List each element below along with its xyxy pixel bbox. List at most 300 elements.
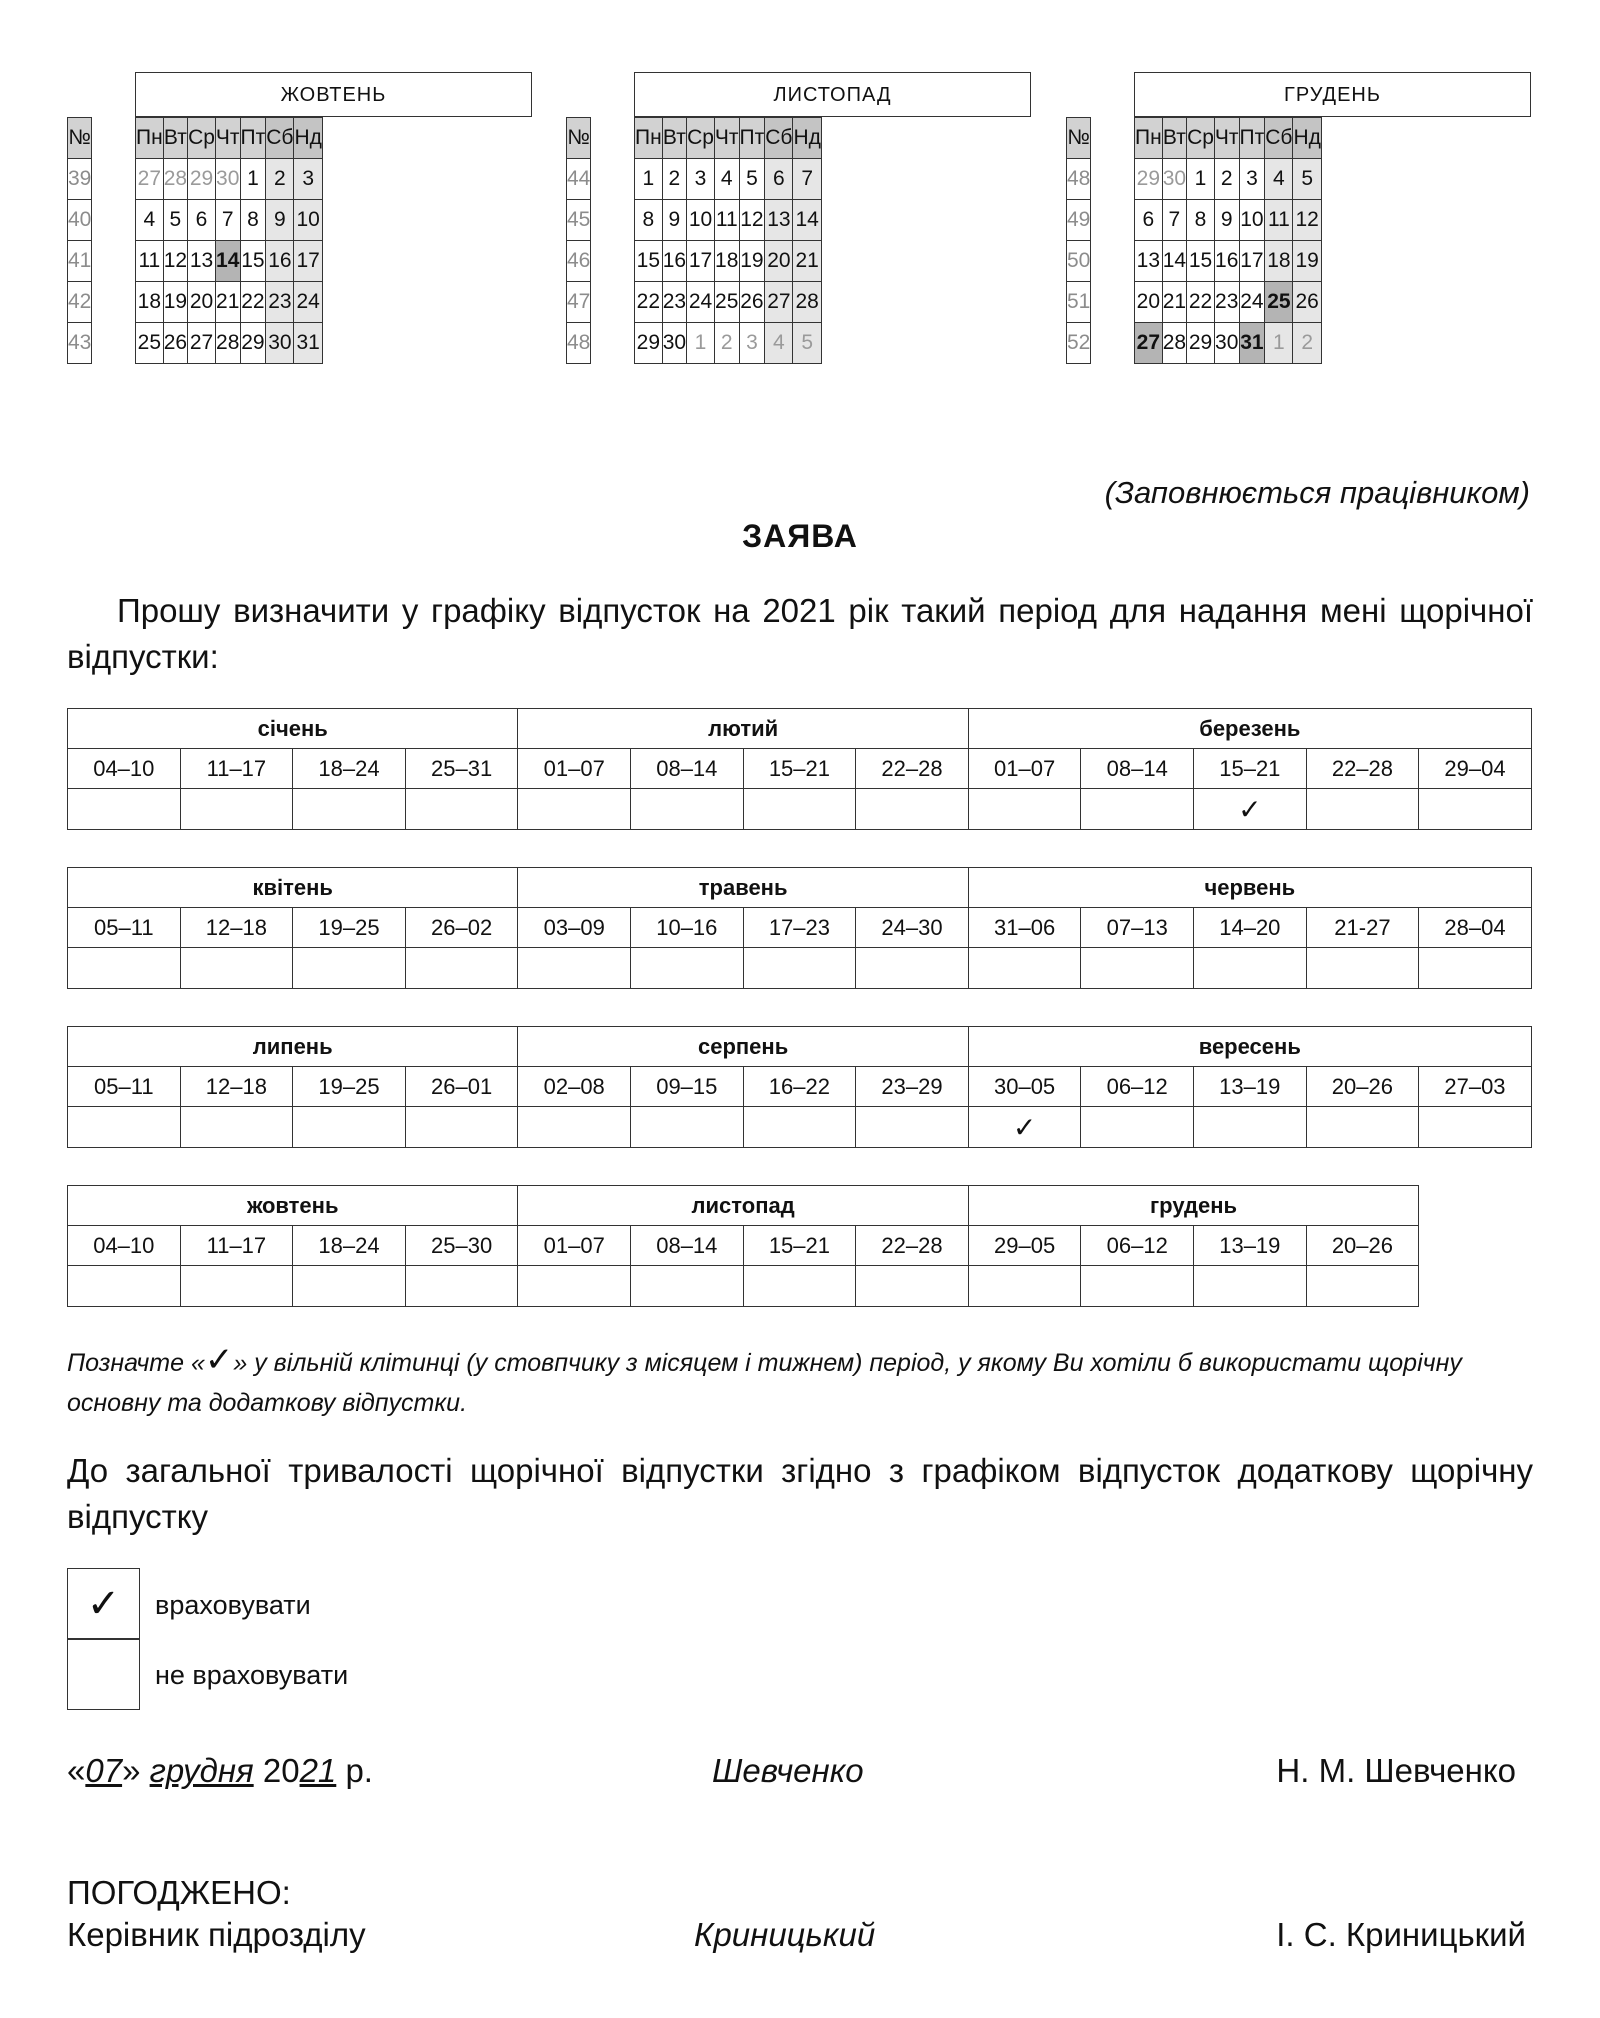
schedule-month-header: червень	[968, 868, 1531, 908]
calendar-day: 19	[739, 241, 765, 282]
schedule-week-range: 20–26	[1306, 1067, 1419, 1107]
week-number: 40	[68, 200, 92, 241]
calendar-day: 28	[1162, 323, 1186, 364]
calendar-day: 29	[240, 323, 266, 364]
calendar-day: 6	[188, 200, 216, 241]
schedule-check-cell[interactable]	[968, 789, 1081, 830]
calendar-day: 23	[1214, 282, 1239, 323]
schedule-week-range: 04–10	[68, 1226, 181, 1266]
calendar-day: 25	[136, 323, 164, 364]
week-number: 51	[1067, 282, 1091, 323]
calendar-day: 29	[635, 323, 663, 364]
schedule-week-range: 22–28	[856, 1226, 969, 1266]
date-year-prefix: 20	[262, 1752, 300, 1789]
schedule-check-cell[interactable]	[518, 1266, 631, 1307]
calendar-day: 22	[635, 282, 663, 323]
schedule-week-range: 05–11	[68, 1067, 181, 1107]
calendar-day: 23	[662, 282, 686, 323]
calendar-day: 5	[793, 323, 821, 364]
schedule-week-range: 30–05	[968, 1067, 1081, 1107]
schedule-week-range: 16–22	[743, 1067, 856, 1107]
schedule-check-cell[interactable]	[1081, 1266, 1194, 1307]
schedule-check-cell[interactable]	[68, 948, 181, 989]
option-checkbox-include[interactable]	[67, 1568, 140, 1640]
schedule-week-range: 19–25	[293, 908, 406, 948]
schedule-check-cell[interactable]	[68, 1107, 181, 1148]
calendar-day: 30	[662, 323, 686, 364]
schedule-week-range: 09–15	[631, 1067, 744, 1107]
calendar-day: 26	[1293, 282, 1321, 323]
calendar-day: 20	[1135, 282, 1163, 323]
calendar-day: 13	[1135, 241, 1163, 282]
calendar-day: 21	[793, 241, 821, 282]
schedule-check-cell[interactable]	[1419, 789, 1532, 830]
weekday-header: Чт	[1214, 118, 1239, 159]
calendar-day: 11	[136, 241, 164, 282]
schedule-week-range: 28–04	[1419, 908, 1532, 948]
calendar-day: 7	[215, 200, 240, 241]
schedule-grid-q3	[67, 1026, 1532, 1148]
weekday-header: Ср	[1187, 118, 1215, 159]
calendar-month-title: ЖОВТЕНЬ	[135, 72, 532, 117]
week-number: 42	[68, 282, 92, 323]
schedule-month-header: серпень	[518, 1027, 968, 1067]
schedule-check-cell[interactable]	[631, 789, 744, 830]
week-number: 50	[1067, 241, 1091, 282]
calendar-day: 30	[1162, 159, 1186, 200]
week-number-header: №	[567, 118, 591, 159]
weekday-header: Пт	[1239, 118, 1265, 159]
calendar-day: 22	[240, 282, 266, 323]
schedule-check-cell[interactable]	[1419, 948, 1532, 989]
check-mark-icon: ✓	[86, 1582, 121, 1626]
employee-signature: Шевченко	[712, 1752, 864, 1789]
calendar-day: 6	[765, 159, 793, 200]
schedule-grid-q2	[67, 867, 1532, 989]
calendar-day: 20	[765, 241, 793, 282]
calendar-day: 29	[1135, 159, 1163, 200]
approver-signature: Криницький	[694, 1916, 876, 1953]
hint-text-after: » у вільній клітинці (у стовпчику з місяцем і тижнем) період, у якому Ви хотіли б використати щорічну основну та додаткову відпустки.	[67, 1349, 1462, 1417]
schedule-month-header: травень	[518, 868, 968, 908]
week-number: 46	[567, 241, 591, 282]
schedule-week-range: 22–28	[1306, 749, 1419, 789]
schedule-month-header: березень	[968, 709, 1531, 749]
schedule-check-cell[interactable]	[1194, 789, 1307, 830]
calendar-day: 2	[266, 159, 294, 200]
calendar-day: 3	[739, 323, 765, 364]
calendar-day: 5	[1293, 159, 1321, 200]
schedule-check-cell[interactable]	[1193, 1107, 1306, 1148]
calendar-day: 10	[687, 200, 715, 241]
calendar-day: 8	[1187, 200, 1215, 241]
check-mark-icon: ✓	[1012, 1111, 1037, 1143]
weekday-header: Пн	[1135, 118, 1163, 159]
weekday-header: Пн	[136, 118, 164, 159]
schedule-week-range: 01–07	[968, 749, 1081, 789]
week-number-header: №	[68, 118, 92, 159]
date-year-mark: р.	[345, 1752, 373, 1789]
calendar-day: 10	[294, 200, 322, 241]
calendar-day: 27	[188, 323, 216, 364]
schedule-check-cell[interactable]	[631, 1266, 744, 1307]
calendar-day: 24	[1239, 282, 1265, 323]
schedule-week-range: 21-27	[1306, 908, 1419, 948]
week-number: 43	[68, 323, 92, 364]
schedule-check-cell[interactable]	[1419, 1107, 1532, 1148]
date-month: грудня	[149, 1752, 254, 1789]
calendar-day: 9	[1214, 200, 1239, 241]
calendar-day: 5	[739, 159, 765, 200]
calendar-day: 4	[765, 323, 793, 364]
calendar-day: 18	[136, 282, 164, 323]
calendar-day: 29	[1187, 323, 1215, 364]
calendar-day: 7	[793, 159, 821, 200]
schedule-week-range: 26–02	[405, 908, 518, 948]
schedule-week-range: 23–29	[856, 1067, 969, 1107]
weekday-header: Ср	[188, 118, 216, 159]
schedule-check-cell[interactable]	[1081, 789, 1194, 830]
calendar-day: 13	[188, 241, 216, 282]
check-mark-icon: ✓	[1238, 793, 1262, 825]
schedule-check-cell[interactable]	[518, 1107, 631, 1148]
calendar-day: 30	[215, 159, 240, 200]
quote-open: «	[67, 1752, 86, 1789]
calendar-day: 7	[1162, 200, 1186, 241]
calendar-day: 14	[793, 200, 821, 241]
calendar-days-grid	[634, 117, 822, 364]
schedule-week-range: 26–01	[405, 1067, 518, 1107]
schedule-week-range: 29–05	[968, 1226, 1081, 1266]
schedule-week-range: 10–16	[631, 908, 744, 948]
schedule-week-range: 25–30	[405, 1226, 518, 1266]
calendar-day: 16	[662, 241, 686, 282]
approver-position: Керівник підрозділу	[67, 1916, 366, 1953]
calendar-day: 12	[163, 241, 187, 282]
calendar-day: 5	[163, 200, 187, 241]
weekday-header: Вт	[1162, 118, 1186, 159]
schedule-check-cell[interactable]	[631, 1107, 744, 1148]
schedule-grid-q1	[67, 708, 1532, 830]
schedule-week-range: 13–19	[1194, 1226, 1307, 1266]
calendar-day: 15	[1187, 241, 1215, 282]
week-number: 48	[1067, 159, 1091, 200]
schedule-week-range: 12–18	[180, 908, 293, 948]
schedule-week-range: 29–04	[1419, 749, 1532, 789]
calendar-day: 26	[163, 323, 187, 364]
calendar-day: 1	[1265, 323, 1293, 364]
calendar-day: 25	[714, 282, 739, 323]
weekday-header: Чт	[714, 118, 739, 159]
schedule-week-range: 15–21	[1194, 749, 1307, 789]
schedule-check-cell[interactable]	[293, 948, 406, 989]
schedule-week-range: 08–14	[631, 749, 744, 789]
schedule-check-cell[interactable]	[68, 1266, 181, 1307]
calendar-day: 3	[294, 159, 322, 200]
week-number: 48	[567, 323, 591, 364]
schedule-grid-q4	[67, 1185, 1419, 1307]
calendar-day: 15	[635, 241, 663, 282]
date-day: 07	[85, 1752, 123, 1789]
schedule-week-range: 15–21	[743, 749, 856, 789]
calendar-day: 4	[1265, 159, 1293, 200]
calendar-days-grid	[1134, 117, 1322, 364]
calendar-day: 2	[714, 323, 739, 364]
calendar-day: 24	[294, 282, 322, 323]
calendar-day: 17	[1239, 241, 1265, 282]
schedule-week-range: 01–07	[518, 1226, 631, 1266]
schedule-check-cell[interactable]	[743, 948, 856, 989]
schedule-week-range: 11–17	[180, 1226, 293, 1266]
schedule-week-range: 05–11	[68, 908, 181, 948]
schedule-check-cell[interactable]	[405, 1107, 518, 1148]
calendar-day: 28	[793, 282, 821, 323]
schedule-check-cell[interactable]	[1194, 948, 1307, 989]
week-number: 45	[567, 200, 591, 241]
document-title: ЗАЯВА	[742, 518, 858, 554]
schedule-check-cell[interactable]	[1306, 789, 1419, 830]
calendar-day: 28	[163, 159, 187, 200]
week-number-header: №	[1067, 118, 1091, 159]
option-label-include: враховувати	[155, 1590, 311, 1620]
schedule-week-range: 07–13	[1081, 908, 1194, 948]
week-number: 39	[68, 159, 92, 200]
schedule-check-cell[interactable]	[631, 948, 744, 989]
schedule-check-cell[interactable]	[293, 1107, 406, 1148]
schedule-check-cell[interactable]	[518, 789, 631, 830]
schedule-week-range: 27–03	[1419, 1067, 1532, 1107]
schedule-month-header: липень	[68, 1027, 518, 1067]
week-number-column	[566, 117, 591, 364]
schedule-month-header: січень	[68, 709, 518, 749]
calendar-day: 28	[215, 323, 240, 364]
schedule-check-cell[interactable]	[856, 1266, 969, 1307]
schedule-week-range: 03–09	[518, 908, 631, 948]
calendar-days-grid	[135, 117, 323, 364]
schedule-check-cell[interactable]	[68, 789, 181, 830]
schedule-week-range: 18–24	[293, 749, 406, 789]
weekday-header: Вт	[662, 118, 686, 159]
schedule-check-cell[interactable]	[405, 789, 518, 830]
schedule-check-cell[interactable]	[968, 1107, 1081, 1148]
schedule-week-range: 31–06	[968, 908, 1081, 948]
option-checkbox-exclude[interactable]	[67, 1638, 140, 1710]
calendar-day: 1	[240, 159, 266, 200]
schedule-month-header: листопад	[518, 1186, 968, 1226]
calendar-day: 3	[687, 159, 715, 200]
calendar-day: 6	[1135, 200, 1163, 241]
calendar-month-title: ГРУДЕНЬ	[1134, 72, 1531, 117]
schedule-check-cell[interactable]	[1194, 1266, 1307, 1307]
schedule-check-cell[interactable]	[293, 1266, 406, 1307]
weekday-header: Вт	[163, 118, 187, 159]
schedule-week-range: 12–18	[180, 1067, 293, 1107]
weekday-header: Сб	[1265, 118, 1293, 159]
schedule-week-range: 15–21	[743, 1226, 856, 1266]
calendar-day: 19	[163, 282, 187, 323]
weekday-header: Чт	[215, 118, 240, 159]
calendar-day: 21	[1162, 282, 1186, 323]
calendar-day: 4	[136, 200, 164, 241]
schedule-week-range: 01–07	[518, 749, 631, 789]
quote-close: »	[122, 1752, 141, 1789]
schedule-week-range: 13–19	[1193, 1067, 1306, 1107]
schedule-check-cell[interactable]	[293, 789, 406, 830]
calendar-day: 31	[1239, 323, 1265, 364]
schedule-week-range: 18–24	[293, 1226, 406, 1266]
calendar-day: 18	[1265, 241, 1293, 282]
calendar-day: 31	[294, 323, 322, 364]
calendar-day: 8	[240, 200, 266, 241]
schedule-month-header: вересень	[968, 1027, 1531, 1067]
schedule-week-range: 06–12	[1081, 1226, 1194, 1266]
filled-by-employee-note: (Заповнюється працівником)	[1104, 475, 1530, 510]
schedule-check-cell[interactable]	[968, 1266, 1081, 1307]
weekday-header: Пт	[240, 118, 266, 159]
approval-label: ПОГОДЖЕНО:	[67, 1874, 291, 1911]
week-number-column	[67, 117, 92, 364]
calendar-day: 9	[662, 200, 686, 241]
weekday-header: Сб	[765, 118, 793, 159]
calendar-day: 21	[215, 282, 240, 323]
calendar-day: 17	[294, 241, 322, 282]
schedule-week-range: 17–23	[743, 908, 856, 948]
week-number-column	[1066, 117, 1091, 364]
schedule-check-cell[interactable]	[518, 948, 631, 989]
calendar-day: 4	[714, 159, 739, 200]
schedule-check-cell[interactable]	[405, 1266, 518, 1307]
schedule-check-cell[interactable]	[180, 948, 293, 989]
calendar-day: 9	[266, 200, 294, 241]
application-date	[67, 1752, 373, 1790]
week-number: 52	[1067, 323, 1091, 364]
calendar-day: 14	[215, 241, 240, 282]
schedule-week-range: 04–10	[68, 749, 181, 789]
schedule-week-range: 02–08	[518, 1067, 631, 1107]
schedule-check-cell[interactable]	[180, 1107, 293, 1148]
option-label-exclude: не враховувати	[155, 1660, 349, 1690]
calendar-day: 14	[1162, 241, 1186, 282]
schedule-check-cell[interactable]	[1081, 948, 1194, 989]
calendar-day: 23	[266, 282, 294, 323]
schedule-week-range: 22–28	[856, 749, 969, 789]
calendar-day: 16	[266, 241, 294, 282]
calendar-day: 3	[1239, 159, 1265, 200]
calendar-day: 2	[1214, 159, 1239, 200]
calendar-day: 11	[1265, 200, 1293, 241]
weekday-header: Нд	[1293, 118, 1321, 159]
calendar-day: 30	[266, 323, 294, 364]
calendar-day: 25	[1265, 282, 1293, 323]
calendar-day: 1	[687, 323, 715, 364]
schedule-check-cell[interactable]	[856, 1107, 969, 1148]
week-number: 44	[567, 159, 591, 200]
calendar-day: 10	[1239, 200, 1265, 241]
schedule-check-cell[interactable]	[1306, 1266, 1419, 1307]
calendar-day: 18	[714, 241, 739, 282]
schedule-check-cell[interactable]	[968, 948, 1081, 989]
calendar-day: 20	[188, 282, 216, 323]
schedule-week-range: 06–12	[1081, 1067, 1194, 1107]
date-year-suffix: 21	[299, 1752, 337, 1789]
schedule-check-cell[interactable]	[743, 1266, 856, 1307]
schedule-week-range: 14–20	[1194, 908, 1307, 948]
calendar-day: 12	[1293, 200, 1321, 241]
calendar-day: 13	[765, 200, 793, 241]
schedule-week-range: 11–17	[180, 749, 293, 789]
schedule-check-cell[interactable]	[1306, 948, 1419, 989]
schedule-check-cell[interactable]	[856, 948, 969, 989]
weekday-header: Пн	[635, 118, 663, 159]
additional-leave-paragraph: До загальної тривалості щорічної відпустки згідно з графіком відпусток додаткову щорічну відпустку	[67, 1452, 1533, 1535]
calendar-day: 15	[240, 241, 266, 282]
schedule-week-range: 24–30	[856, 908, 969, 948]
schedule-check-cell[interactable]	[180, 1266, 293, 1307]
schedule-week-range: 20–26	[1306, 1226, 1419, 1266]
calendar-day: 24	[687, 282, 715, 323]
week-number: 49	[1067, 200, 1091, 241]
calendar-month-title: ЛИСТОПАД	[634, 72, 1031, 117]
calendar-day: 30	[1214, 323, 1239, 364]
calendar-day: 11	[714, 200, 739, 241]
schedule-check-cell[interactable]	[405, 948, 518, 989]
calendar-day: 26	[739, 282, 765, 323]
weekday-header: Нд	[793, 118, 821, 159]
weekday-header: Нд	[294, 118, 322, 159]
calendar-day: 17	[687, 241, 715, 282]
weekday-header: Пт	[739, 118, 765, 159]
schedule-month-header: грудень	[968, 1186, 1418, 1226]
hint-text-before: Позначте «	[67, 1349, 205, 1377]
approver-name: І. С. Криницький	[1276, 1916, 1526, 1953]
week-number: 41	[68, 241, 92, 282]
schedule-month-header: квітень	[68, 868, 518, 908]
calendar-day: 29	[188, 159, 216, 200]
calendar-day: 1	[635, 159, 663, 200]
calendar-day: 1	[1187, 159, 1215, 200]
employee-name: Н. М. Шевченко	[1276, 1752, 1516, 1789]
calendar-day: 27	[1135, 323, 1163, 364]
schedule-check-cell[interactable]	[743, 1107, 856, 1148]
weekday-header: Ср	[687, 118, 715, 159]
schedule-week-range: 08–14	[1081, 749, 1194, 789]
calendar-day: 2	[662, 159, 686, 200]
schedule-check-cell[interactable]	[743, 789, 856, 830]
week-number: 47	[567, 282, 591, 323]
schedule-check-cell[interactable]	[180, 789, 293, 830]
calendar-day: 8	[635, 200, 663, 241]
schedule-check-cell[interactable]	[856, 789, 969, 830]
schedule-week-range: 08–14	[631, 1226, 744, 1266]
instruction-hint	[67, 1340, 1533, 1423]
calendar-day: 27	[136, 159, 164, 200]
calendar-day: 22	[1187, 282, 1215, 323]
check-mark-icon: ✓	[204, 1341, 234, 1379]
schedule-check-cell[interactable]	[1306, 1107, 1419, 1148]
schedule-check-cell[interactable]	[1081, 1107, 1194, 1148]
request-paragraph: Прошу визначити у графіку відпусток на 2021 рік такий період для надання мені щорічної відпустки:	[67, 592, 1533, 675]
schedule-month-header: лютий	[518, 709, 968, 749]
calendar-day: 12	[739, 200, 765, 241]
calendar-day: 27	[765, 282, 793, 323]
weekday-header: Сб	[266, 118, 294, 159]
calendar-day: 19	[1293, 241, 1321, 282]
calendar-day: 2	[1293, 323, 1321, 364]
schedule-week-range: 19–25	[293, 1067, 406, 1107]
schedule-month-header: жовтень	[68, 1186, 518, 1226]
calendar-day: 16	[1214, 241, 1239, 282]
schedule-week-range: 25–31	[405, 749, 518, 789]
